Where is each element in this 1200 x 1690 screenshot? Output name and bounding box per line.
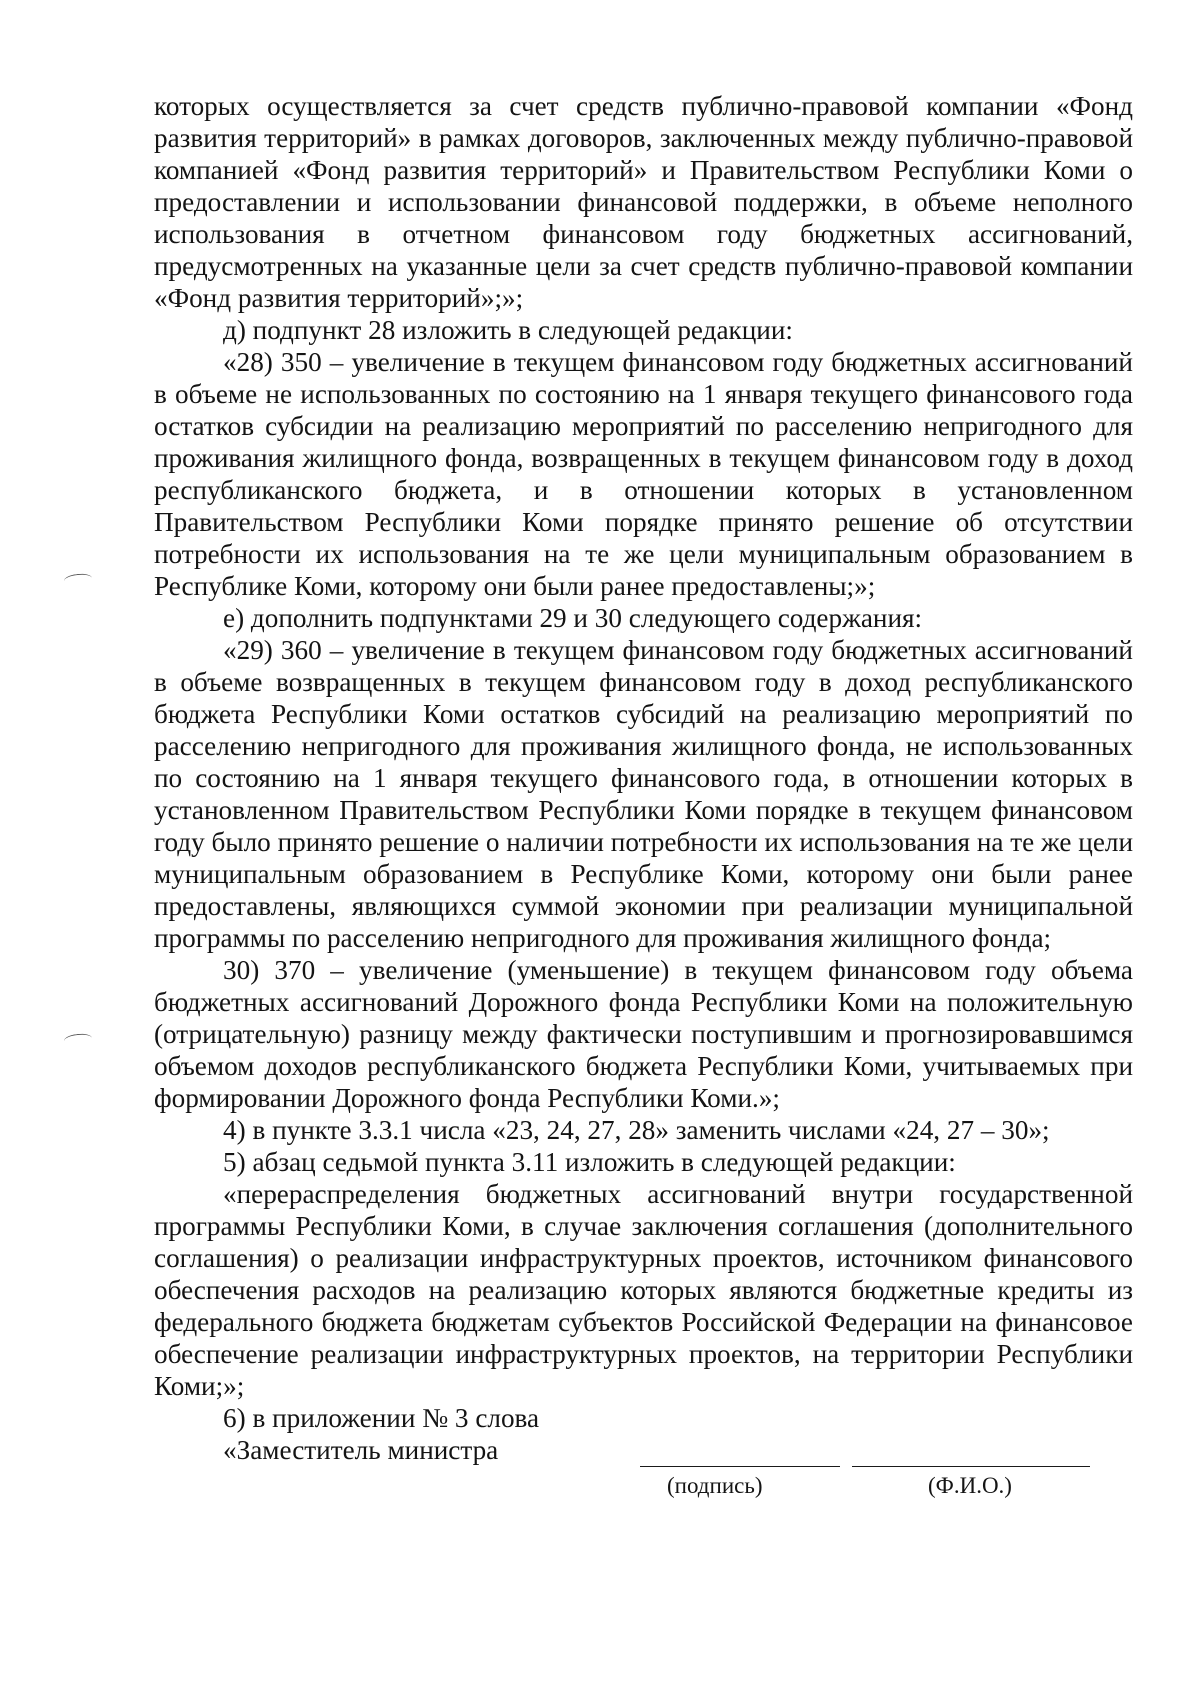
paragraph-point-5: 5) абзац седьмой пункта 3.11 изложить в следующей редакции: bbox=[223, 1147, 956, 1177]
signature-caption: (подпись) bbox=[667, 1473, 763, 1498]
signature-block bbox=[154, 1434, 1133, 1498]
margin-punch-mark bbox=[64, 573, 93, 587]
paragraph-point-4: 4) в пункте 3.3.1 числа «23, 24, 27, 28» заменить числами «24, 27 – 30»; bbox=[223, 1115, 1050, 1145]
paragraph-item-30: 30) 370 – увеличение (уменьшение) в текущем финансовом году объема бюджетных ассигнований Дорожного фонда Республики Коми на положительную (отрицательную) разницу между фактически поступившим и прогнозировавшимся объемом доходов республиканского бюджета Республики Коми, учитываемых при формировании Дорожного фонда Республики Коми.»; bbox=[154, 955, 1133, 1113]
signature-line bbox=[640, 1466, 840, 1467]
signature-title: «Заместитель министра bbox=[223, 1435, 499, 1465]
paragraph-redistribution: «перераспределения бюджетных ассигнований внутри государственной программы Республики Коми, в случае заключения соглашения (дополнительного соглашения) о реализации инфраструктурных проектов, источником финансового обеспечения расходов на реализацию которых являются бюджетные кредиты из федерального бюджета бюджетам субъектов Российской Федерации на финансовое обеспечение реализации инфраструктурных проектов, на территории Республики Коми;»; bbox=[154, 1179, 1133, 1401]
margin-punch-mark bbox=[64, 1033, 93, 1047]
paragraph-point-6: 6) в приложении № 3 слова bbox=[223, 1403, 540, 1433]
paragraph-item-29: «29) 360 – увеличение в текущем финансовом году бюджетных ассигнований в объеме возвращенных в текущем финансовом году в доход республиканского бюджета Республики Коми остатков субсидий на реализацию мероприятий по расселению непригодного для проживания жилищного фонда, не использованных по состоянию на 1 января текущего финансового года, в отношении которых в установленном Правительством Республики Коми порядке в текущем финансовом году было принято решение о наличии потребности их использования на те же цели муниципальным образованием в Республике Коми, которому они были ранее предоставлены, являющихся суммой экономии при реализации муниципальной программы по расселению непригодного для проживания жилищного фонда; bbox=[154, 635, 1134, 953]
name-caption: (Ф.И.О.) bbox=[928, 1473, 1012, 1498]
paragraph-subitem-e: е) дополнить подпунктами 29 и 30 следующего содержания: bbox=[223, 603, 923, 633]
name-line bbox=[852, 1466, 1090, 1467]
paragraph-continuation: которых осуществляется за счет средств публично-правовой компании «Фонд развития территорий» в рамках договоров, заключенных между публично-правовой компанией «Фонд развития территорий» и Правительством Республики Коми о предоставлении и использовании финансовой поддержки, в объеме неполного использования в отчетном финансовом году бюджетных ассигнований, предусмотренных на указанные цели за счет средств публично-правовой компании «Фонд развития территорий»;»; bbox=[154, 91, 1133, 313]
document-body bbox=[154, 90, 1134, 1498]
paragraph-subitem-d: д) подпункт 28 изложить в следующей редакции: bbox=[223, 315, 793, 345]
paragraph-item-28: «28) 350 – увеличение в текущем финансовом году бюджетных ассигнований в объеме не использованных по состоянию на 1 января текущего финансового года остатков субсидии на реализацию мероприятий по расселению непригодного для проживания жилищного фонда, возвращенных в текущем финансовом году в доход республиканского бюджета, и в отношении которых в установленном Правительством Республики Коми порядке принято решение об отсутствии потребности их использования на те же цели муниципальным образованием в Республике Коми, которому они были ранее предоставлены;»; bbox=[154, 347, 1133, 601]
